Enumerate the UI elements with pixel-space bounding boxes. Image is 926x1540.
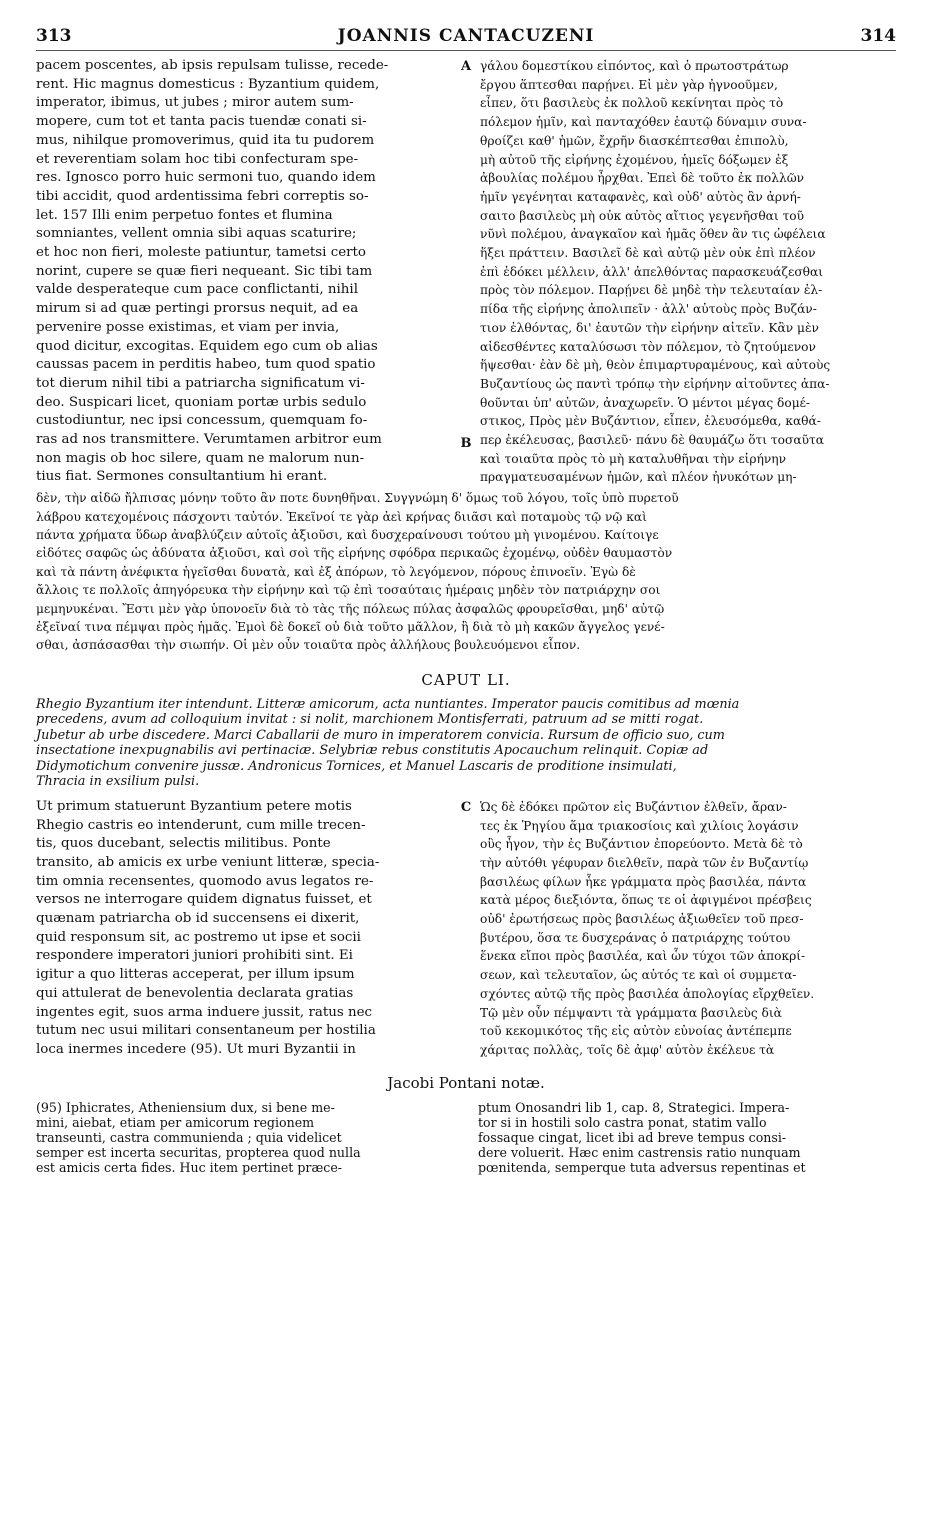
running-header	[36, 26, 896, 46]
footnote-right-column: ptum Onosandri lib 1, cap. 8, Strategici. Impera- tor si in hostili solo castra ponat, statim vallo fossaque cingat, licet ibi ad breve tempus consi- dere voluerit. Hæc enim castrensis ratio nunquam pœnitenda, semperque tuta adversus repentinas et	[478, 1099, 806, 1175]
parallel-text-section-2	[36, 798, 896, 1060]
footnotes	[36, 1100, 896, 1175]
notes-heading: Jacobi Pontani notæ.	[387, 1073, 545, 1092]
margin-marker-c: C	[460, 799, 472, 815]
greek-column: γάλου δομεστίκου εἰπόντος, καὶ ὁ πρωτοστράτωρ ἔργου ἅπτεσθαι παρῄνει. Εἰ μὲν γὰρ ἠγνοοῦμεν, εἶπεν, ὅτι βασιλεὺς ἐκ πολλοῦ κεκίνηται πρὸς τὸ πόλεμον ἡμῖν, καὶ πανταχόθεν ἑαυτῷ δύναμιν συνα- θροίζει καθ' ἡμῶν, ἔχρῆν διασκέπτεσθαι ἐπιπολὺ, μὴ αὐτοῦ τῆς εἰρήνης ἐχομένου, ἡμεῖς δόξωμεν ἐξ ἀβουλίας πολέμου ἦρχθαι. Ἐπεὶ δὲ τοῦτο ἐκ πολλῶν ἡμῖν γεγένηται καταφανὲς, καὶ οὐδ' αὐτὸς ἂν ἀρνή- σαιτο βασιλεὺς μὴ οὐκ αὐτὸς αἴτιος γεγενῆσθαι τοῦ νῦνὶ πολέμου, ἀναγκαῖον καὶ ἡμᾶς ὅθεν ἂν τις ὠφέλεια ἥξει πράττειν. Βασιλεῖ δὲ καὶ αὐτῷ μὲν οὐκ ἐπὶ πλέον ἐπὶ ἐδόκει μέλλειν, ἀλλ' ἀπελθόντας παρασκευάζεσθαι πρὸς τὸν πόλεμον. Παρῄνει δὲ μηδὲ τὴν τελευταίαν ἐλ- πίδα τῆς εἰρήνης ἀπολιπεῖν · ἀλλ' αὐτοὺς πρὸς Βυζάν- τιον ἐλθόντας, δι' ἑαυτῶν τὴν εἰρήνην αἰτεῖν. Κἂν μὲν αἰδεσθέντες καταλύσωσι τὸν πόλεμον, τὸ ζητούμενον ἥψεσθαι· ἐὰν δὲ μὴ, θεὸν ἐπιμαρτυραμένους, καὶ αὐτοὺς Βυζαντίους ὡς παντὶ τρόπῳ τὴν εἰρήνην αἰτοῦντες ἀπα- θοῦνται ὑπ' αὐτῶν, ἀναχωρεῖν. Ὁ μέντοι μέγας δομέ- στικος, Πρὸς μὲν Βυζάντιον, εἶπεν, ἐλευσόμεθα, καθά- περ ἐκέλευσας, βασιλεῦ· πάνυ δὲ θαυμάζω ὅτι τοσαῦτα καὶ τοιαῦτα πρὸς τὸ μὴ καταλυθῆναι τὴν εἰρήνην πραγματευσαμένων ἡμῶν, καὶ πλέον ἠνυκότων μη-	[480, 59, 831, 485]
latin-column: pacem poscentes, ab ipsis repulsam tulisse, recede- rent. Hic magnus domesticus : Byzantium quidem, imperator, ibimus, ut jubes ; miror autem sum- mopere, cum tot et tanta pacis tuendæ conati si- mus, nihilque promoverimus, quid ita tu pudorem et reverentiam solam hoc tibi confecturam spe- res. Ignosco porro huic sermoni tuo, quando idem tibi accidit, quod ardentissima febri correptis so- let. 157 Illi enim perpetuo fontes et flumina somniantes, vellent omnia sibi aquas scaturire; et hoc non fieri, moleste patiuntur, tametsi certo norint, cupere se quæ fieri nequeant. Sic tibi tam valde desperateque cum pace conflictanti, nihil mirum si ad quæ pertingi prorsus nequit, ad ea pervenire posse existimas, et viam per invia, quod dicitur, excogitas. Equidem ego cum ob alias caussas pacem in perditis habeo, tum quod spatio tot dierum nihil tibi a patriarcha significatum vi- deo. Suspicari licet, quoniam portæ urbis sedulo custodiuntur, nec ipsi concessum, quemquam fo- ras ad nos transmittere. Verumtamen arbitror eum non magis ob hoc silere, quam ne malorum nun- tius fiat. Sermones consultantium hi erant.	[36, 58, 389, 485]
page-number-right: 314	[860, 26, 896, 46]
chapter-summary: Rhegio Byzantium iter intendunt. Litteræ amicorum, acta nuntiantes. Imperator paucis comitibus ad mœnia precedens, avum ad colloquium invitat : si nolit, marchionem Montisferrati, patruum ad se mitti rogat. Jubetur ab urbe discedere. Marci Caballarii de muro in imperatorem convicia. Rursum de officio suo, cum insectatione inexpugnabilis avi pertinaciæ. Selybriæ rebus constitutis Apocauchum relinquit. Copiæ ad Didymotichum convenire jussæ. Andronicus Tornices, et Manuel Lascaris de proditione insimulati, Thracia in exsilium pulsi.	[36, 696, 740, 790]
chapter-heading: CAPUT LI.	[421, 670, 511, 689]
page-number-left: 313	[36, 26, 72, 46]
margin-markers	[458, 57, 474, 487]
margin-marker-b: B	[460, 436, 472, 451]
latin-column-2: Ut primum statuerunt Byzantium petere motis Rhegio castris eo intenderunt, cum mille trecen- tis, quos ducebant, selectis militibus. Ponte transito, ab amicis ex urbe veniunt litteræ, specia- tim omnia recensentes, quomodo avus legatos re- versos ne interrogare quidem dignatus fuisset, et quænam patriarcha ob id succensens ei dixerit, quid responsum sit, ac postremo ut ipse et socii respondere imperatori juniori prohibiti sint. Ei igitur a quo litteras acceperat, per illum ipsum qui attulerat de benevolentia declarata gratias ingentes egit, suos arma induere jussit, ratus nec tutum nec usui militari consentaneum per hostilia loca inermes incedere (95). Ut muri Byzantii in	[36, 798, 380, 1057]
footnote-left-column: (95) Iphicrates, Atheniensium dux, si bene me- mini, aiebat, etiam per amicorum regionem transeunti, castra communienda ; quia videlicet semper est incerta securitas, propterea quod nulla est amicis certa fides. Huc item pertinet præce-	[36, 1099, 361, 1175]
running-title: JOANNIS CANTACUZENI	[337, 26, 595, 46]
parallel-text-section-1	[36, 57, 896, 487]
greek-full-width-paragraph: δὲν, τὴν αἰδῶ ἤλπισας μόνην τοῦτο ἂν ποτε δυνηθῆναι. Συγγνώμη δ' ὅμως τοῦ λόγου, τοῖς ὑπὸ πυρετοῦ λάβρου κατεχομένοις πάσχοντι ταὐτόν. Ἐκεῖνοί τε γὰρ ἀεὶ κρήνας διιᾶσι καὶ ποταμοὺς τῷ νῷ καὶ πάντα χρήματα ὕδωρ ἀναβλύζειν αὐτοῖς ἀξιοῦσι, καὶ δυσχεραίνουσι τούτου μὴ γινομένου. Καίτοιγε εἰδότες σαφῶς ὡς ἀδύνατα ἀξιοῦσι, καὶ σοὶ τῆς εἰρήνης σφόδρα περικαῶς ἐχομένῳ, οὐδὲν θαυμαστὸν καὶ τὰ πάντη ἀνέφικτα ἡγεῖσθαι δυνατὰ, καὶ ἐξ ἀπόρων, τὸ λεγόμενον, πόρους ἐπινοεῖν. Ἐγὼ δὲ ἄλλοις τε πολλοῖς ἀπηγόρευκα τὴν εἰρήνην καὶ τῷ ἐπὶ τοσαύταις ἡμέραις μηδὲν τὸν πατριάρχην σοι μεμηνυκέναι. Ἔστι μὲν γὰρ ὑπονοεῖν διὰ τὸ τὰς τῆς πόλεως πύλας ἀσφαλῶς φρουρεῖσθαι, μηδ' αὐτῷ ἐξεῖναί τινα πέμψαι πρὸς ἡμᾶς. Ἐμοὶ δὲ δοκεῖ οὐ διὰ τοῦτο μᾶλλον, ἢ διὰ τὸ μὴ κακῶν ἄγγελος γενέ- σθαι, ἀσπάσασθαι τὴν σιωπήν. Οἱ μὲν οὖν τοιαῦτα πρὸς ἀλλήλους βουλευόμενοι εἶπον.	[36, 491, 679, 653]
header-rule	[36, 50, 896, 51]
margin-marker-a: A	[460, 59, 472, 74]
margin-markers-2	[458, 798, 474, 1060]
greek-column-2: Ὡς δὲ ἐδόκει πρῶτον εἰς Βυζάντιον ἐλθεῖν, ἄραν- τες ἐκ Ῥηγίου ἅμα τριακοσίοις καὶ χιλίοις λογάσιν οὓς ἦγον, τὴν ἐς Βυζάντιον ἐπορεύοντο. Μετὰ δὲ τὸ τὴν αὐτόθι γέφυραν διελθεῖν, παρὰ τῶν ἐν Βυζαντίῳ βασιλέως φίλων ἧκε γράμματα πρὸς βασιλέα, πάντα κατὰ μέρος διεξιόντα, ὅπως τε οἱ ἀφιγμένοι πρέσβεις οὐδ' ἐρωτήσεως πρὸς βασιλέως ἀξιωθεῖεν τοῦ πρεσ- βυτέρου, ὅσα τε δυσχεράνας ὁ πατριάρχης τούτου ἕνεκα εἴποι πρὸς βασιλέα, καὶ ὧν τύχοι τῶν ἀποκρί- σεων, καὶ τελευταῖον, ὡς αὐτός τε καὶ οἱ συμμετα- σχόντες αὐτῷ τῆς πρὸς βασιλέα ἀπολογίας εἴρχθεῖεν. Τῷ μὲν οὖν πέμψαντι τὰ γράμματα βασιλεὺς διὰ τοῦ κεκομικότος τῆς εἰς αὐτὸν εὐνοίας ἀντέπεμπε χάριτας πολλὰς, τοῖς δὲ ἀμφ' αὐτὸν ἐκέλευε τὰ	[480, 799, 815, 1057]
